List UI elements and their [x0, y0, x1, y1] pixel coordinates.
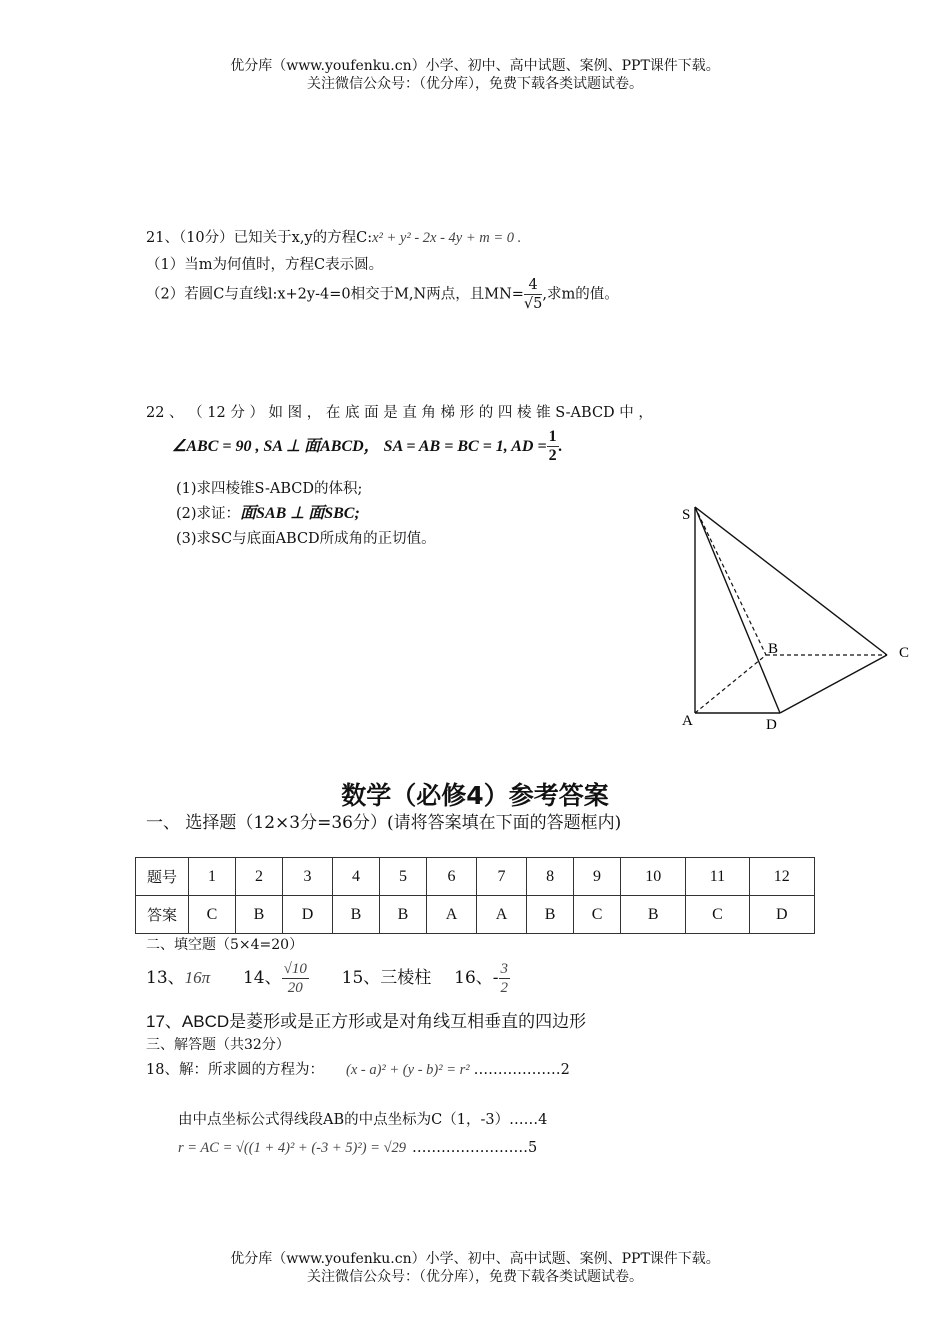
a14-denominator: 20	[287, 980, 303, 996]
q22-ad-fraction	[547, 428, 559, 465]
label-B: B	[768, 641, 779, 657]
a18-eq2: r = AC = √((1 + 4)² + (-3 + 5)²) = √29	[178, 1140, 407, 1156]
q22-part2-math: 面SAB ⊥ 面SBC;	[240, 505, 360, 522]
label-A: A	[682, 713, 693, 729]
q21-part2	[146, 276, 619, 313]
edge-DC	[780, 655, 887, 713]
row-label-answer: 答案	[136, 896, 189, 934]
a18-score2: ……………………5	[412, 1140, 538, 1156]
choice-cell: B	[527, 896, 574, 934]
choice-cell: C	[189, 896, 236, 934]
footer-line-2: 关注微信公众号：（优分库），免费下载各类试题试卷。	[307, 1269, 643, 1285]
a14-fraction	[282, 960, 309, 997]
footer-line-1: 优分库（www.youfenku.cn）小学、初中、高中试题、案例、PPT课件下载。	[230, 1251, 720, 1267]
fill-answers-row	[146, 960, 510, 997]
a14-label: 14、	[242, 968, 282, 988]
a14-numerator: √10	[283, 961, 307, 977]
q22-part1: (1)求四棱锥S-ABCD的体积;	[176, 481, 363, 497]
number-cell: 10	[621, 858, 686, 896]
a17: 17、ABCD是菱形或是正方形或是对角线互相垂直的四边形	[146, 1012, 587, 1031]
a18-score1: ………………2	[473, 1062, 570, 1078]
a16-denominator: 2	[500, 980, 509, 996]
q21-equation: x² + y² - 2x - 4y + m = 0 .	[372, 230, 522, 246]
answer-section2: 二、填空题（5×4=20）	[146, 937, 304, 953]
header-line-1: 优分库（www.youfenku.cn）小学、初中、高中试题、案例、PPT课件下载。	[230, 58, 720, 74]
q22-part2	[176, 500, 360, 523]
choice-cell: C	[574, 896, 621, 934]
number-cell: 11	[686, 858, 749, 896]
number-cell: 4	[333, 858, 380, 896]
answer-table-row-choices	[136, 896, 815, 934]
q22-condition: ∠ABC = 90 , SA ⊥ 面ABCD， SA = AB = BC = 1, AD = $\frac{1}{2}$ .	[172, 428, 563, 464]
q22-ad-numerator: 1	[548, 428, 557, 445]
a16-label: 16、-	[454, 968, 499, 988]
number-cell: 9	[574, 858, 621, 896]
pyramid-figure	[670, 495, 920, 735]
number-cell: 1	[189, 858, 236, 896]
q21-part1: （1）当m为何值时，方程C表示圆。	[146, 257, 384, 273]
q21-part2-end: ,求m的值。	[542, 286, 619, 303]
answer-section3: 三、解答题（共32分）	[146, 1037, 290, 1053]
q21-part2-text: （2）若圆C与直线l:x+2y-4=0相交于M,N两点，且MN=	[146, 286, 524, 303]
number-cell: 7	[477, 858, 527, 896]
choice-cell: B	[621, 896, 686, 934]
label-S: S	[682, 507, 691, 523]
number-cell: 2	[235, 858, 282, 896]
choice-cell: C	[686, 896, 749, 934]
choice-cell: A	[477, 896, 527, 934]
q21-mn-fraction	[524, 276, 542, 313]
choice-cell: A	[426, 896, 476, 934]
a16-numerator: 3	[500, 961, 509, 977]
choice-cell: B	[380, 896, 427, 934]
q21-mn-denominator: √5	[523, 296, 543, 312]
answer-title: 数学（必修4）参考答案	[341, 781, 609, 810]
q22-stem: 22 、 （ 12 分 ） 如 图 ， 在 底 面 是 直 角 梯 形 的 四 棱 锥 S-ABCD 中 ，	[146, 405, 653, 421]
row-label-number: 题号	[136, 858, 189, 896]
number-cell: 3	[282, 858, 332, 896]
answer-table-row-numbers	[136, 858, 815, 896]
number-cell: 5	[380, 858, 427, 896]
number-cell: 8	[527, 858, 574, 896]
a18-intro: 18、解：所求圆的方程为：	[146, 1062, 324, 1078]
q22-condition-math: ∠ABC = 90 , SA ⊥ 面ABCD， SA = AB = BC = 1, AD =	[172, 438, 547, 455]
number-cell: 12	[749, 858, 814, 896]
a16-fraction	[499, 960, 511, 997]
q22-part2-text: (2)求证：	[176, 506, 241, 522]
header-line-2: 关注微信公众号：（优分库），免费下载各类试题试卷。	[307, 76, 643, 92]
label-C: C	[899, 645, 910, 661]
edge-AB-hidden	[695, 655, 766, 713]
choice-cell: B	[235, 896, 282, 934]
edge-SB-hidden	[695, 507, 766, 655]
a15: 15、三棱柱	[341, 968, 432, 988]
choice-cell: B	[333, 896, 380, 934]
label-D: D	[766, 717, 777, 733]
choice-cell: D	[749, 896, 814, 934]
a18-line2: 由中点坐标公式得线段AB的中点坐标为C（1，-3）……4	[178, 1112, 548, 1128]
q22-ad-denominator: 2	[548, 447, 557, 464]
edge-SD	[695, 507, 780, 713]
a18-eq2-row	[178, 1140, 537, 1157]
choice-cell: D	[282, 896, 332, 934]
number-cell: 6	[426, 858, 476, 896]
q21-mn-numerator: 4	[524, 276, 542, 295]
q22-part3: (3)求SC与底面ABCD所成角的正切值。	[176, 531, 436, 547]
edge-SC	[695, 507, 887, 655]
q21-stem-text: 21、（10分）已知关于x,y的方程C:	[146, 230, 373, 246]
answer-section1: 一、 选择题（12×3分=36分）(请将答案填在下面的答题框内)	[146, 813, 622, 833]
q21-stem	[146, 226, 521, 247]
answer-table	[135, 857, 815, 934]
a13-value: 16π	[184, 968, 211, 987]
a18-eq1-row	[346, 1062, 570, 1079]
a13-label: 13、	[146, 968, 185, 988]
a18-eq1: (x - a)² + (y - b)² = r²	[346, 1062, 470, 1078]
